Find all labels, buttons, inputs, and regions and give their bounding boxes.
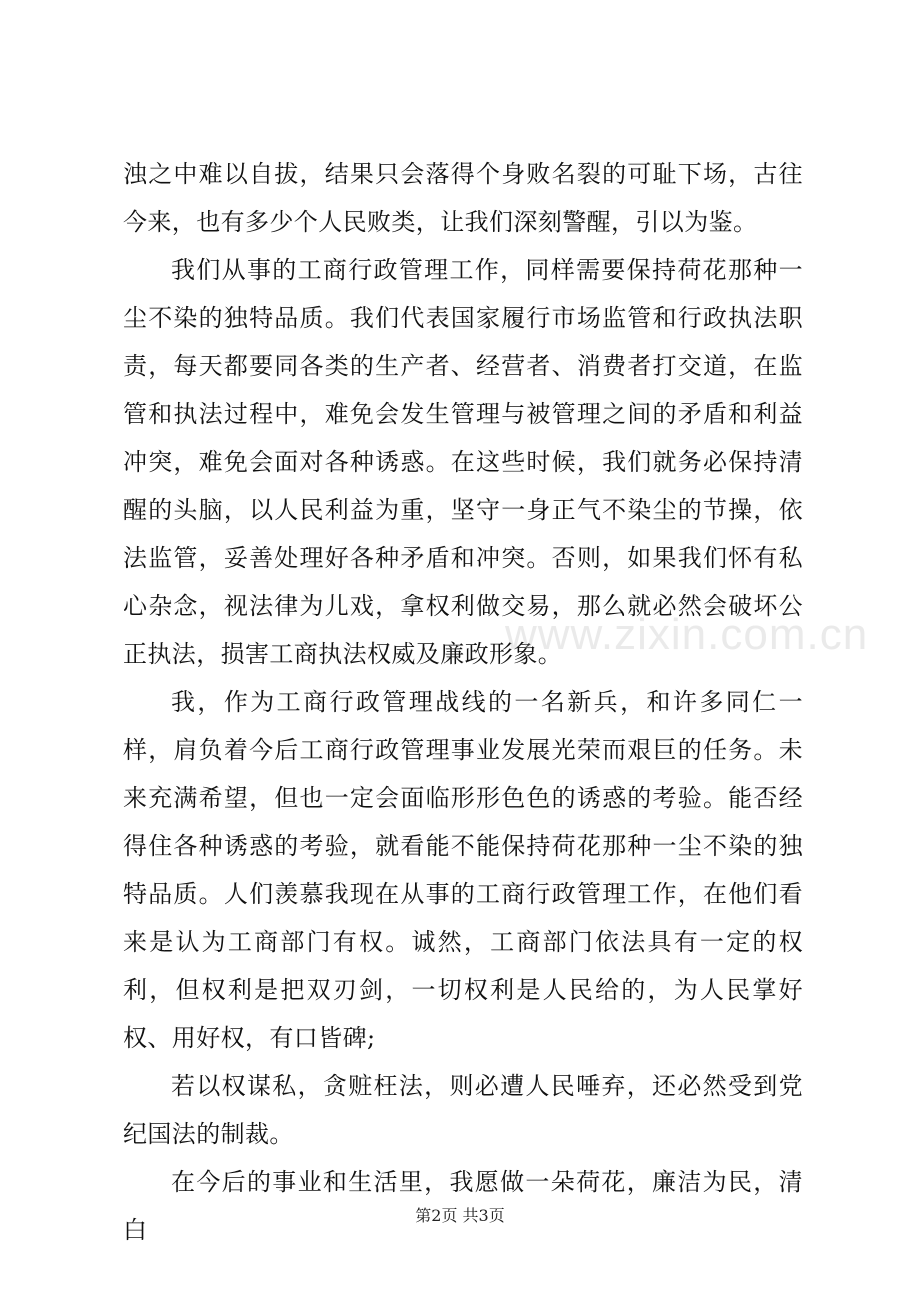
paragraph-lotus-resolution: 在今后的事业和生活里，我愿做一朵荷花，廉洁为民，清白: [123, 1168, 803, 1244]
paragraph-continuation: 浊之中难以自拔，结果只会落得个身败名裂的可耻下场，古往今来，也有多少个人民败类，让我们深刻警醒，引以为鉴。: [123, 160, 803, 236]
page-footer: 第2页 共3页: [415, 1206, 505, 1225]
watermark-text: www.zixin.com.cn: [505, 610, 869, 659]
paragraph-abuse-of-power: 若以权谋私，贪赃枉法，则必遭人民唾弃，还必然受到党纪国法的制裁。: [123, 1072, 803, 1148]
paragraph-work-integrity: 我们从事的工商行政管理工作，同样需要保持荷花那种一尘不染的独特品质。我们代表国家履行市场监管和行政执法职责，每天都要同各类的生产者、经营者、消费者打交道，在监管和执法过程中，难免会发生管理与被管理之间的矛盾和利益冲突，难免会面对各种诱惑。在这些时候，我们就务必保持清醒的头脑，以人民利益为重，坚守一身正气不染尘的节操，依法监管，妥善处理好各种矛盾和冲突。否则，如果我们怀有私心杂念，视法律为儿戏，拿权利做交易，那么就必然会破坏公正执法，损害工商执法权威及廉政形象。: [123, 256, 803, 668]
paragraph-new-recruit: 我，作为工商行政管理战线的一名新兵，和许多同仁一样，肩负着今后工商行政管理事业发展光荣而艰巨的任务。未来充满希望，但也一定会面临形形色色的诱惑的考验。能否经得住各种诱惑的考验，就看能不能保持荷花那种一尘不染的独特品质。人们羡慕我现在从事的工商行政管理工作，在他们看来是认为工商部门有权。诚然，工商部门依法具有一定的权利，但权利是把双刃剑，一切权利是人民给的，为人民掌好权、用好权，有口皆碑;: [123, 688, 803, 1052]
document-body: [123, 150, 803, 1254]
